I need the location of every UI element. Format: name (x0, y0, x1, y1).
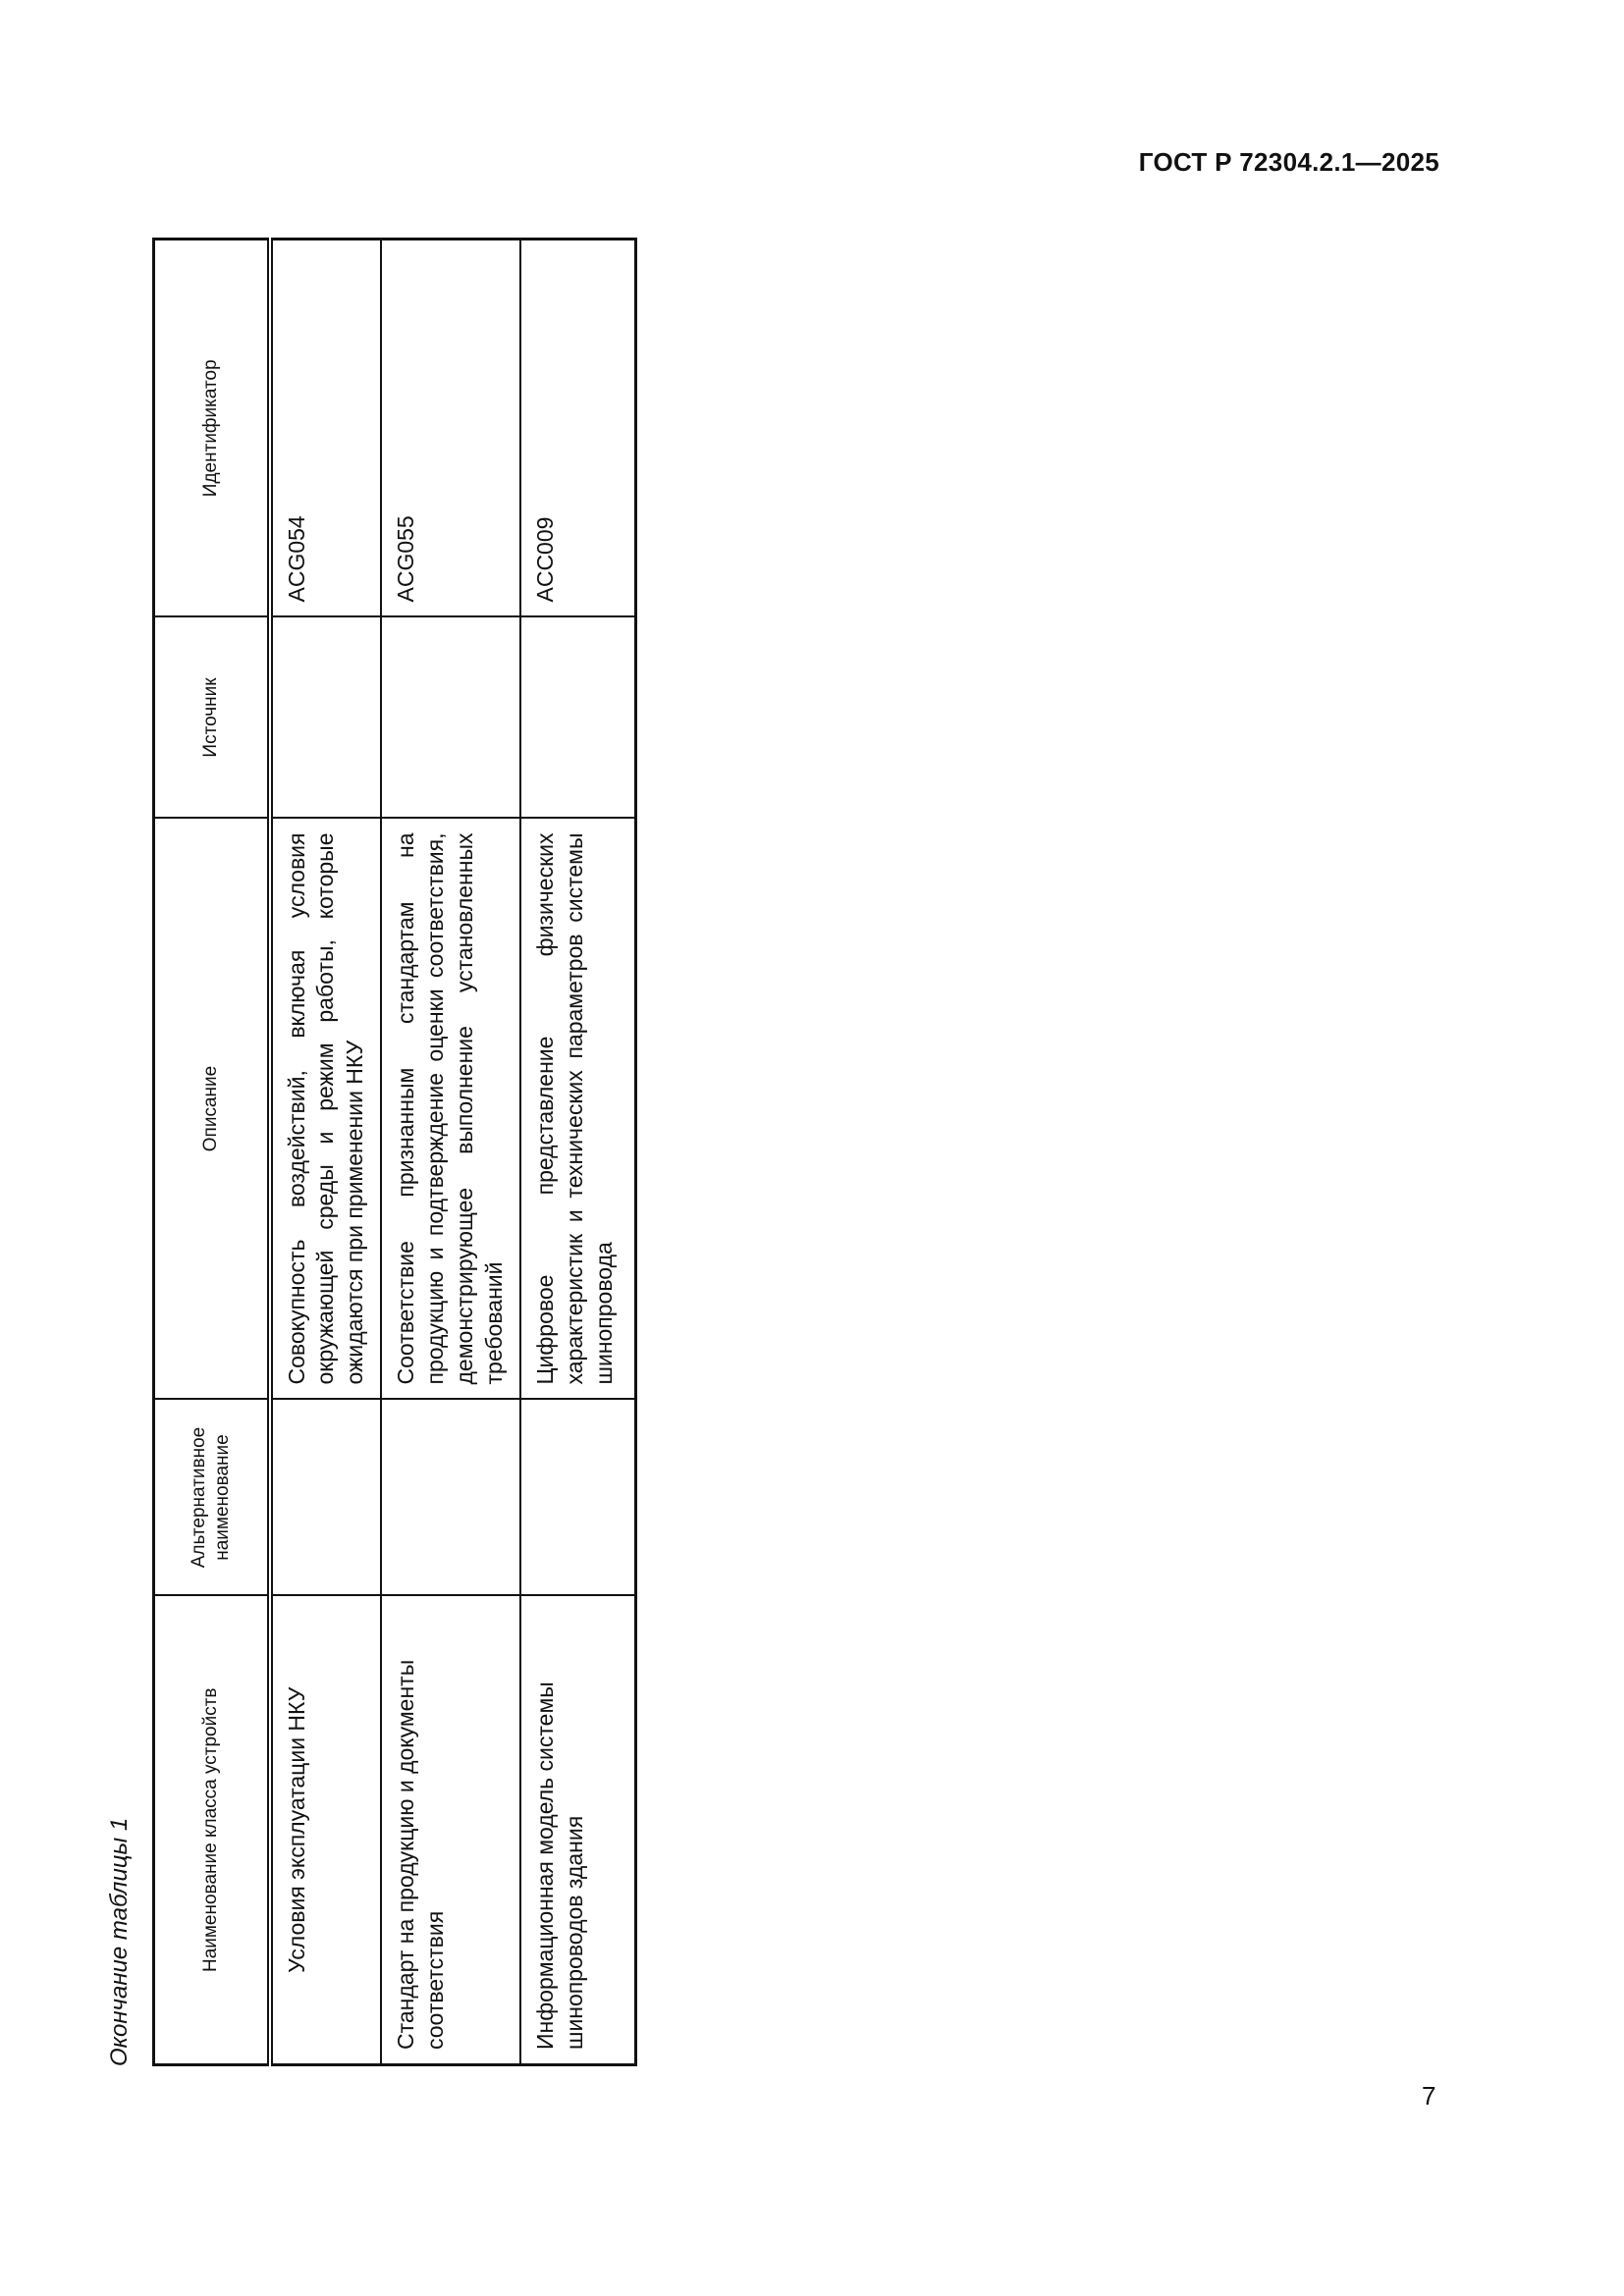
cell-description: Цифровое представление физических характеристик и технических параметров системы шинопровода (520, 819, 636, 1400)
cell-identifier: ACC009 (520, 240, 636, 617)
table-caption: Окончание таблицы 1 (106, 1817, 133, 2066)
device-class-table (152, 238, 637, 2066)
column-header-identifier: Идентификатор (154, 240, 270, 617)
cell-source (270, 617, 382, 819)
cell-name: Стандарт на продукцию и документы соответствия (381, 1596, 520, 2065)
table-header-row (154, 240, 270, 2065)
cell-identifier: ACG054 (270, 240, 382, 617)
cell-alt-name (270, 1400, 382, 1596)
document-code: ГОСТ Р 72304.2.1—2025 (1138, 147, 1439, 177)
cell-alt-name (381, 1400, 520, 1596)
table-row (270, 240, 382, 2065)
page-number: 7 (1422, 2081, 1436, 2110)
cell-name: Информационная модель системы шинопроводов здания (520, 1596, 636, 2065)
cell-description: Совокупность воздействий, включая условия окружающей среды и режим работы, которые ожидаются при применении НКУ (270, 819, 382, 1400)
column-header-alt-name: Альтернативное наименование (154, 1400, 270, 1596)
rotated-table-area (98, 221, 746, 2086)
column-header-source: Источник (154, 617, 270, 819)
column-header-description: Описание (154, 819, 270, 1400)
cell-description: Соответствие признанным стандартам на продукцию и подтверждение оценки соответствия, демонстрирующее выполнение установленных требований (381, 819, 520, 1400)
cell-name: Условия эксплуатации НКУ (270, 1596, 382, 2065)
cell-identifier: ACG055 (381, 240, 520, 617)
cell-source (381, 617, 520, 819)
cell-source (520, 617, 636, 819)
table-row (381, 240, 520, 2065)
column-header-name: Наименование класса устройств (154, 1596, 270, 2065)
table-row (520, 240, 636, 2065)
cell-alt-name (520, 1400, 636, 1596)
